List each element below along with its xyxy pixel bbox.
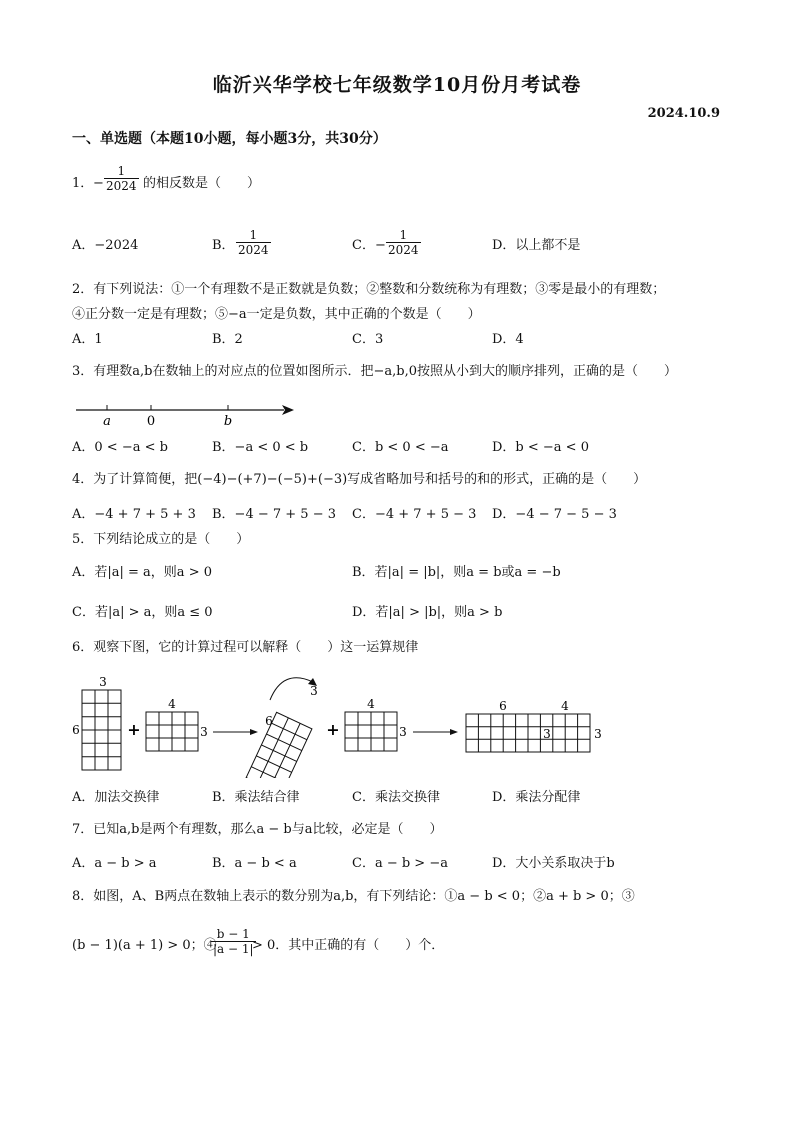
q1-b-num: 1 [249,228,258,242]
q1-tail: 的相反数是（ ） [143,176,261,191]
q8-frac-num: b − 1 [216,927,250,941]
q7-option-b: B．a − b < a [212,856,297,871]
q6-plus-2: + [326,720,340,739]
q1-sign: − [93,176,104,191]
q6-g5-top-right: 4 [561,699,569,713]
q6-grid-1 [82,690,121,770]
q5-option-a: A．若|a| = a，则a > 0 [72,565,212,580]
q1-option-c-fraction [386,228,421,257]
q3-option-a: A．0 < −a < b [72,440,168,455]
q4-option-a: A．−4 + 7 + 5 + 3 [72,507,196,522]
q2-line1: 2．有下列说法：①一个有理数不是正数就是负数；②整数和分数统称为有理数；③零是最小的有理数； [72,282,666,297]
q8-frac-den: |a − 1| [213,942,254,956]
q1-fraction [104,164,139,193]
q2-option-c: C．3 [352,332,384,347]
q6-g1-top: 3 [99,675,107,689]
q2-line2: ④正分数一定是有理数；⑤−a一定是负数，其中正确的个数是（ ） [72,307,481,322]
q6-grid-4 [345,712,397,751]
q6-grid-3 [246,712,312,778]
section-heading: 一、单选题（本题10小题，每小题3分，共30分） [72,131,387,147]
q6-rotate-arc [270,678,313,700]
q6-arrow-1-head [250,729,258,735]
q8-line1: 8．如图，A、B两点在数轴上表示的数分别为a,b，有下列结论：①a − b < 0；②a + b > 0；③ [72,889,635,904]
q6-option-b: B．乘法结合律 [212,790,300,805]
q6-g5-right: 3 [594,727,602,741]
q6-text: 6．观察下图，它的计算过程可以解释（ ）这一运算规律 [72,640,419,655]
q7-option-c: C．a − b > −a [352,856,448,871]
q6-arrow-2-head [450,729,458,735]
q6-g4-top: 4 [367,697,375,711]
q2-option-b: B．2 [212,332,243,347]
q4-option-d: D．−4 − 7 − 5 − 3 [492,507,617,522]
q6-g2-right: 3 [200,725,208,739]
exam-title: 临沂兴华学校七年级数学10月份月考试卷 [212,74,582,96]
q6-option-d: D．乘法分配律 [492,790,581,805]
q6-g4-right: 3 [399,725,407,739]
q6-g2-top: 4 [168,697,176,711]
q7-option-d: D．大小关系取决于b [492,856,615,871]
q1-option-a: A．−2024 [72,238,139,253]
exam-date: 2024.10.9 [647,106,720,121]
q4-option-c: C．−4 + 7 + 5 − 3 [352,507,477,522]
q6-figure [68,668,608,778]
q3-option-d: D．b < −a < 0 [492,440,589,455]
q6-g3-top: 3 [310,684,318,698]
q3-option-c: C．b < 0 < −a [352,440,449,455]
q6-g1-left: 6 [72,723,80,737]
q6-plus-1: + [127,720,141,739]
q5-option-d: D．若|a| > |b|，则a > b [352,605,503,620]
q4-option-b: B．−4 − 7 + 5 − 3 [212,507,337,522]
q6-grid-2 [146,712,198,751]
q6-g5-mid: 3 [543,727,551,741]
q3-label-a: a [103,414,111,429]
q1-option-b-label: B． [212,238,235,253]
q7-option-a: A．a − b > a [72,856,157,871]
q2-option-d: D．4 [492,332,524,347]
q1-c-den: 2024 [388,243,419,257]
q1-number: 1． [72,176,94,191]
q1-option-b-fraction [236,228,271,257]
q3-label-b: b [223,414,233,429]
q1-frac-den: 2024 [106,179,137,193]
q7-text: 7．已知a,b是两个有理数，那么a − b与a比较，必定是（ ） [72,822,443,837]
q3-text: 3．有理数a,b在数轴上的对应点的位置如图所示．把−a,b,0按照从小到大的顺序排列，正确的是（ ） [72,364,677,379]
q5-text: 5．下列结论成立的是（ ） [72,532,250,547]
q2-option-a: A．1 [72,332,103,347]
q1-option-c-label: C．− [352,238,386,253]
q5-option-b: B．若|a| = |b|，则a = b或a = −b [352,565,561,580]
q5-option-c: C．若|a| > a，则a ≤ 0 [72,605,213,620]
q1-c-num: 1 [399,228,408,242]
q1-option-d: D．以上都不是 [492,238,581,253]
q8-line2-end: > 0．其中正确的有（ ）个． [252,938,445,953]
q6-option-a: A．加法交换律 [72,790,160,805]
q3-number-line [72,396,297,430]
q6-g5-top-left: 6 [499,699,507,713]
q3-option-b: B．−a < 0 < b [212,440,309,455]
q3-label-0: 0 [146,414,156,429]
q6-option-c: C．乘法交换律 [352,790,440,805]
q1-frac-num: 1 [117,164,126,178]
q1-b-den: 2024 [238,243,269,257]
q6-g3-left: 6 [265,714,273,728]
q8-fraction [211,927,256,956]
q6-grid-5 [466,714,590,752]
q4-text: 4．为了计算简便，把(−4)−(+7)−(−5)+(−3)写成省略加号和括号的和的形式，正确的是（ ） [72,472,647,487]
q8-line2-start: (b − 1)(a + 1) > 0；④ [72,938,217,953]
